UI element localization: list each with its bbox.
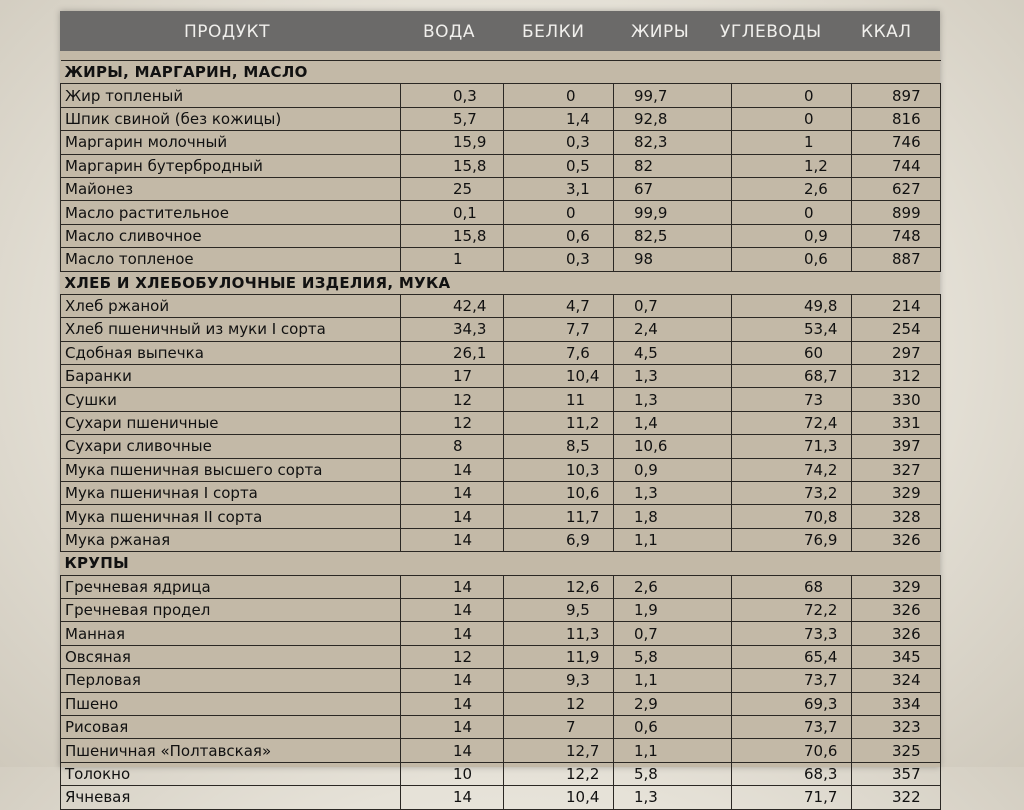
table-row [61,318,941,341]
category-title: ЖИРЫ, МАРГАРИН, МАСЛО [61,61,941,84]
value-cell: 70,8 [732,505,852,528]
value-cell: 0 [732,107,852,130]
product-name-cell: Рисовая [61,715,401,738]
value-cell: 0,7 [614,294,732,317]
product-name-cell: Масло топленое [61,248,401,271]
product-name-cell: Баранки [61,365,401,388]
table-row [61,224,941,247]
value-cell: 11 [504,388,614,411]
value-cell: 329 [852,575,941,598]
value-cell: 73,3 [732,622,852,645]
value-cell: 14 [401,622,504,645]
category-row [61,552,941,575]
value-cell: 14 [401,786,504,809]
table-row [61,762,941,785]
value-cell: 7,7 [504,318,614,341]
value-cell: 67 [614,177,732,200]
nutrition-table [60,60,941,810]
value-cell: 14 [401,715,504,738]
value-cell: 68 [732,575,852,598]
value-cell: 72,4 [732,411,852,434]
value-cell: 1 [732,131,852,154]
value-cell: 325 [852,739,941,762]
value-cell: 71,3 [732,435,852,458]
value-cell: 5,8 [614,645,732,668]
value-cell: 331 [852,411,941,434]
value-cell: 9,5 [504,598,614,621]
value-cell: 0,3 [504,248,614,271]
product-name-cell: Сдобная выпечка [61,341,401,364]
value-cell: 0,5 [504,154,614,177]
value-cell: 329 [852,482,941,505]
value-cell: 26,1 [401,341,504,364]
product-name-cell: Шпик свиной (без кожицы) [61,107,401,130]
value-cell: 899 [852,201,941,224]
value-cell: 887 [852,248,941,271]
value-cell: 10,3 [504,458,614,481]
value-cell: 0 [732,201,852,224]
product-name-cell: Перловая [61,669,401,692]
value-cell: 1,1 [614,739,732,762]
value-cell: 1,3 [614,786,732,809]
header-carbs: УГЛЕВОДЫ [720,22,822,42]
value-cell: 6,9 [504,528,614,551]
table-row [61,341,941,364]
value-cell: 323 [852,715,941,738]
product-name-cell: Хлеб ржаной [61,294,401,317]
product-name-cell: Гречневая ядрица [61,575,401,598]
value-cell: 3,1 [504,177,614,200]
value-cell: 72,2 [732,598,852,621]
value-cell: 12,6 [504,575,614,598]
table-header [60,11,940,51]
value-cell: 2,4 [614,318,732,341]
value-cell: 9,3 [504,669,614,692]
product-name-cell: Манная [61,622,401,645]
table-row [61,131,941,154]
value-cell: 10,4 [504,365,614,388]
table-row [61,107,941,130]
value-cell: 322 [852,786,941,809]
table-row [61,739,941,762]
value-cell: 0,6 [504,224,614,247]
value-cell: 12 [504,692,614,715]
table-row [61,201,941,224]
value-cell: 334 [852,692,941,715]
value-cell: 15,9 [401,131,504,154]
product-name-cell: Жир топленый [61,84,401,107]
value-cell: 14 [401,739,504,762]
value-cell: 1,9 [614,598,732,621]
value-cell: 60 [732,341,852,364]
table-row [61,482,941,505]
value-cell: 82,3 [614,131,732,154]
value-cell: 312 [852,365,941,388]
header-fat: ЖИРЫ [631,22,690,42]
value-cell: 2,6 [614,575,732,598]
product-name-cell: Масло сливочное [61,224,401,247]
value-cell: 4,7 [504,294,614,317]
value-cell: 11,7 [504,505,614,528]
value-cell: 1,1 [614,669,732,692]
value-cell: 0,9 [732,224,852,247]
value-cell: 69,3 [732,692,852,715]
value-cell: 99,9 [614,201,732,224]
value-cell: 0 [732,84,852,107]
value-cell: 68,7 [732,365,852,388]
category-row [61,271,941,294]
value-cell: 627 [852,177,941,200]
value-cell: 65,4 [732,645,852,668]
value-cell: 10,6 [504,482,614,505]
product-name-cell: Ячневая [61,786,401,809]
value-cell: 1,3 [614,365,732,388]
value-cell: 1,3 [614,388,732,411]
value-cell: 73,7 [732,669,852,692]
table-row [61,177,941,200]
table-row [61,154,941,177]
category-title: КРУПЫ [61,552,941,575]
table-row [61,411,941,434]
value-cell: 330 [852,388,941,411]
value-cell: 326 [852,598,941,621]
value-cell: 12,7 [504,739,614,762]
value-cell: 816 [852,107,941,130]
product-name-cell: Масло растительное [61,201,401,224]
value-cell: 82 [614,154,732,177]
value-cell: 397 [852,435,941,458]
value-cell: 328 [852,505,941,528]
product-name-cell: Пшено [61,692,401,715]
value-cell: 746 [852,131,941,154]
value-cell: 1,8 [614,505,732,528]
value-cell: 70,6 [732,739,852,762]
product-name-cell: Майонез [61,177,401,200]
value-cell: 8,5 [504,435,614,458]
value-cell: 7,6 [504,341,614,364]
value-cell: 326 [852,528,941,551]
value-cell: 14 [401,669,504,692]
table-row [61,622,941,645]
header-product: ПРОДУКТ [184,22,271,42]
product-name-cell: Сушки [61,388,401,411]
product-name-cell: Овсяная [61,645,401,668]
value-cell: 68,3 [732,762,852,785]
value-cell: 14 [401,692,504,715]
table-row [61,248,941,271]
product-name-cell: Гречневая продел [61,598,401,621]
value-cell: 11,9 [504,645,614,668]
value-cell: 2,9 [614,692,732,715]
product-name-cell: Мука пшеничная высшего сорта [61,458,401,481]
table-row [61,528,941,551]
value-cell: 12 [401,411,504,434]
value-cell: 82,5 [614,224,732,247]
value-cell: 99,7 [614,84,732,107]
value-cell: 12,2 [504,762,614,785]
value-cell: 0,9 [614,458,732,481]
value-cell: 14 [401,575,504,598]
product-name-cell: Хлеб пшеничный из муки I сорта [61,318,401,341]
product-name-cell: Мука пшеничная II сорта [61,505,401,528]
product-name-cell: Маргарин молочный [61,131,401,154]
value-cell: 14 [401,598,504,621]
table-row [61,575,941,598]
header-water: ВОДА [423,22,475,42]
value-cell: 297 [852,341,941,364]
value-cell: 0,7 [614,622,732,645]
product-name-cell: Пшеничная «Полтавская» [61,739,401,762]
value-cell: 0 [504,201,614,224]
value-cell: 42,4 [401,294,504,317]
value-cell: 15,8 [401,224,504,247]
product-name-cell: Маргарин бутербродный [61,154,401,177]
value-cell: 1,3 [614,482,732,505]
value-cell: 73,2 [732,482,852,505]
value-cell: 744 [852,154,941,177]
value-cell: 15,8 [401,154,504,177]
value-cell: 326 [852,622,941,645]
value-cell: 14 [401,458,504,481]
value-cell: 748 [852,224,941,247]
value-cell: 12 [401,645,504,668]
table-row [61,786,941,809]
header-protein: БЕЛКИ [522,22,585,42]
table-row [61,505,941,528]
value-cell: 1,2 [732,154,852,177]
value-cell: 327 [852,458,941,481]
value-cell: 10,4 [504,786,614,809]
header-kcal: ККАЛ [861,22,912,42]
table-row [61,365,941,388]
value-cell: 14 [401,482,504,505]
value-cell: 25 [401,177,504,200]
value-cell: 74,2 [732,458,852,481]
value-cell: 14 [401,528,504,551]
table-row [61,692,941,715]
value-cell: 0 [504,84,614,107]
value-cell: 0,3 [504,131,614,154]
product-name-cell: Сухари сливочные [61,435,401,458]
value-cell: 1,1 [614,528,732,551]
table-row [61,84,941,107]
table-row [61,669,941,692]
value-cell: 0,6 [614,715,732,738]
value-cell: 73 [732,388,852,411]
product-name-cell: Сухари пшеничные [61,411,401,434]
value-cell: 12 [401,388,504,411]
table-row [61,598,941,621]
category-row [61,61,941,84]
value-cell: 73,7 [732,715,852,738]
value-cell: 357 [852,762,941,785]
value-cell: 10,6 [614,435,732,458]
value-cell: 5,8 [614,762,732,785]
value-cell: 11,2 [504,411,614,434]
value-cell: 1,4 [614,411,732,434]
value-cell: 214 [852,294,941,317]
value-cell: 98 [614,248,732,271]
value-cell: 11,3 [504,622,614,645]
value-cell: 324 [852,669,941,692]
value-cell: 0,3 [401,84,504,107]
value-cell: 345 [852,645,941,668]
table-row [61,435,941,458]
nutrition-table-sheet [60,11,940,807]
value-cell: 254 [852,318,941,341]
value-cell: 1,4 [504,107,614,130]
table-row [61,715,941,738]
value-cell: 0,1 [401,201,504,224]
value-cell: 34,3 [401,318,504,341]
value-cell: 92,8 [614,107,732,130]
table-row [61,645,941,668]
product-name-cell: Мука ржаная [61,528,401,551]
value-cell: 76,9 [732,528,852,551]
category-title: ХЛЕБ И ХЛЕБОБУЛОЧНЫЕ ИЗДЕЛИЯ, МУКА [61,271,941,294]
value-cell: 5,7 [401,107,504,130]
value-cell: 0,6 [732,248,852,271]
value-cell: 7 [504,715,614,738]
table-row [61,388,941,411]
value-cell: 1 [401,248,504,271]
product-name-cell: Мука пшеничная I сорта [61,482,401,505]
value-cell: 17 [401,365,504,388]
table-row [61,294,941,317]
value-cell: 49,8 [732,294,852,317]
value-cell: 53,4 [732,318,852,341]
value-cell: 14 [401,505,504,528]
value-cell: 897 [852,84,941,107]
value-cell: 4,5 [614,341,732,364]
value-cell: 8 [401,435,504,458]
value-cell: 10 [401,762,504,785]
product-name-cell: Толокно [61,762,401,785]
value-cell: 71,7 [732,786,852,809]
table-row [61,458,941,481]
value-cell: 2,6 [732,177,852,200]
